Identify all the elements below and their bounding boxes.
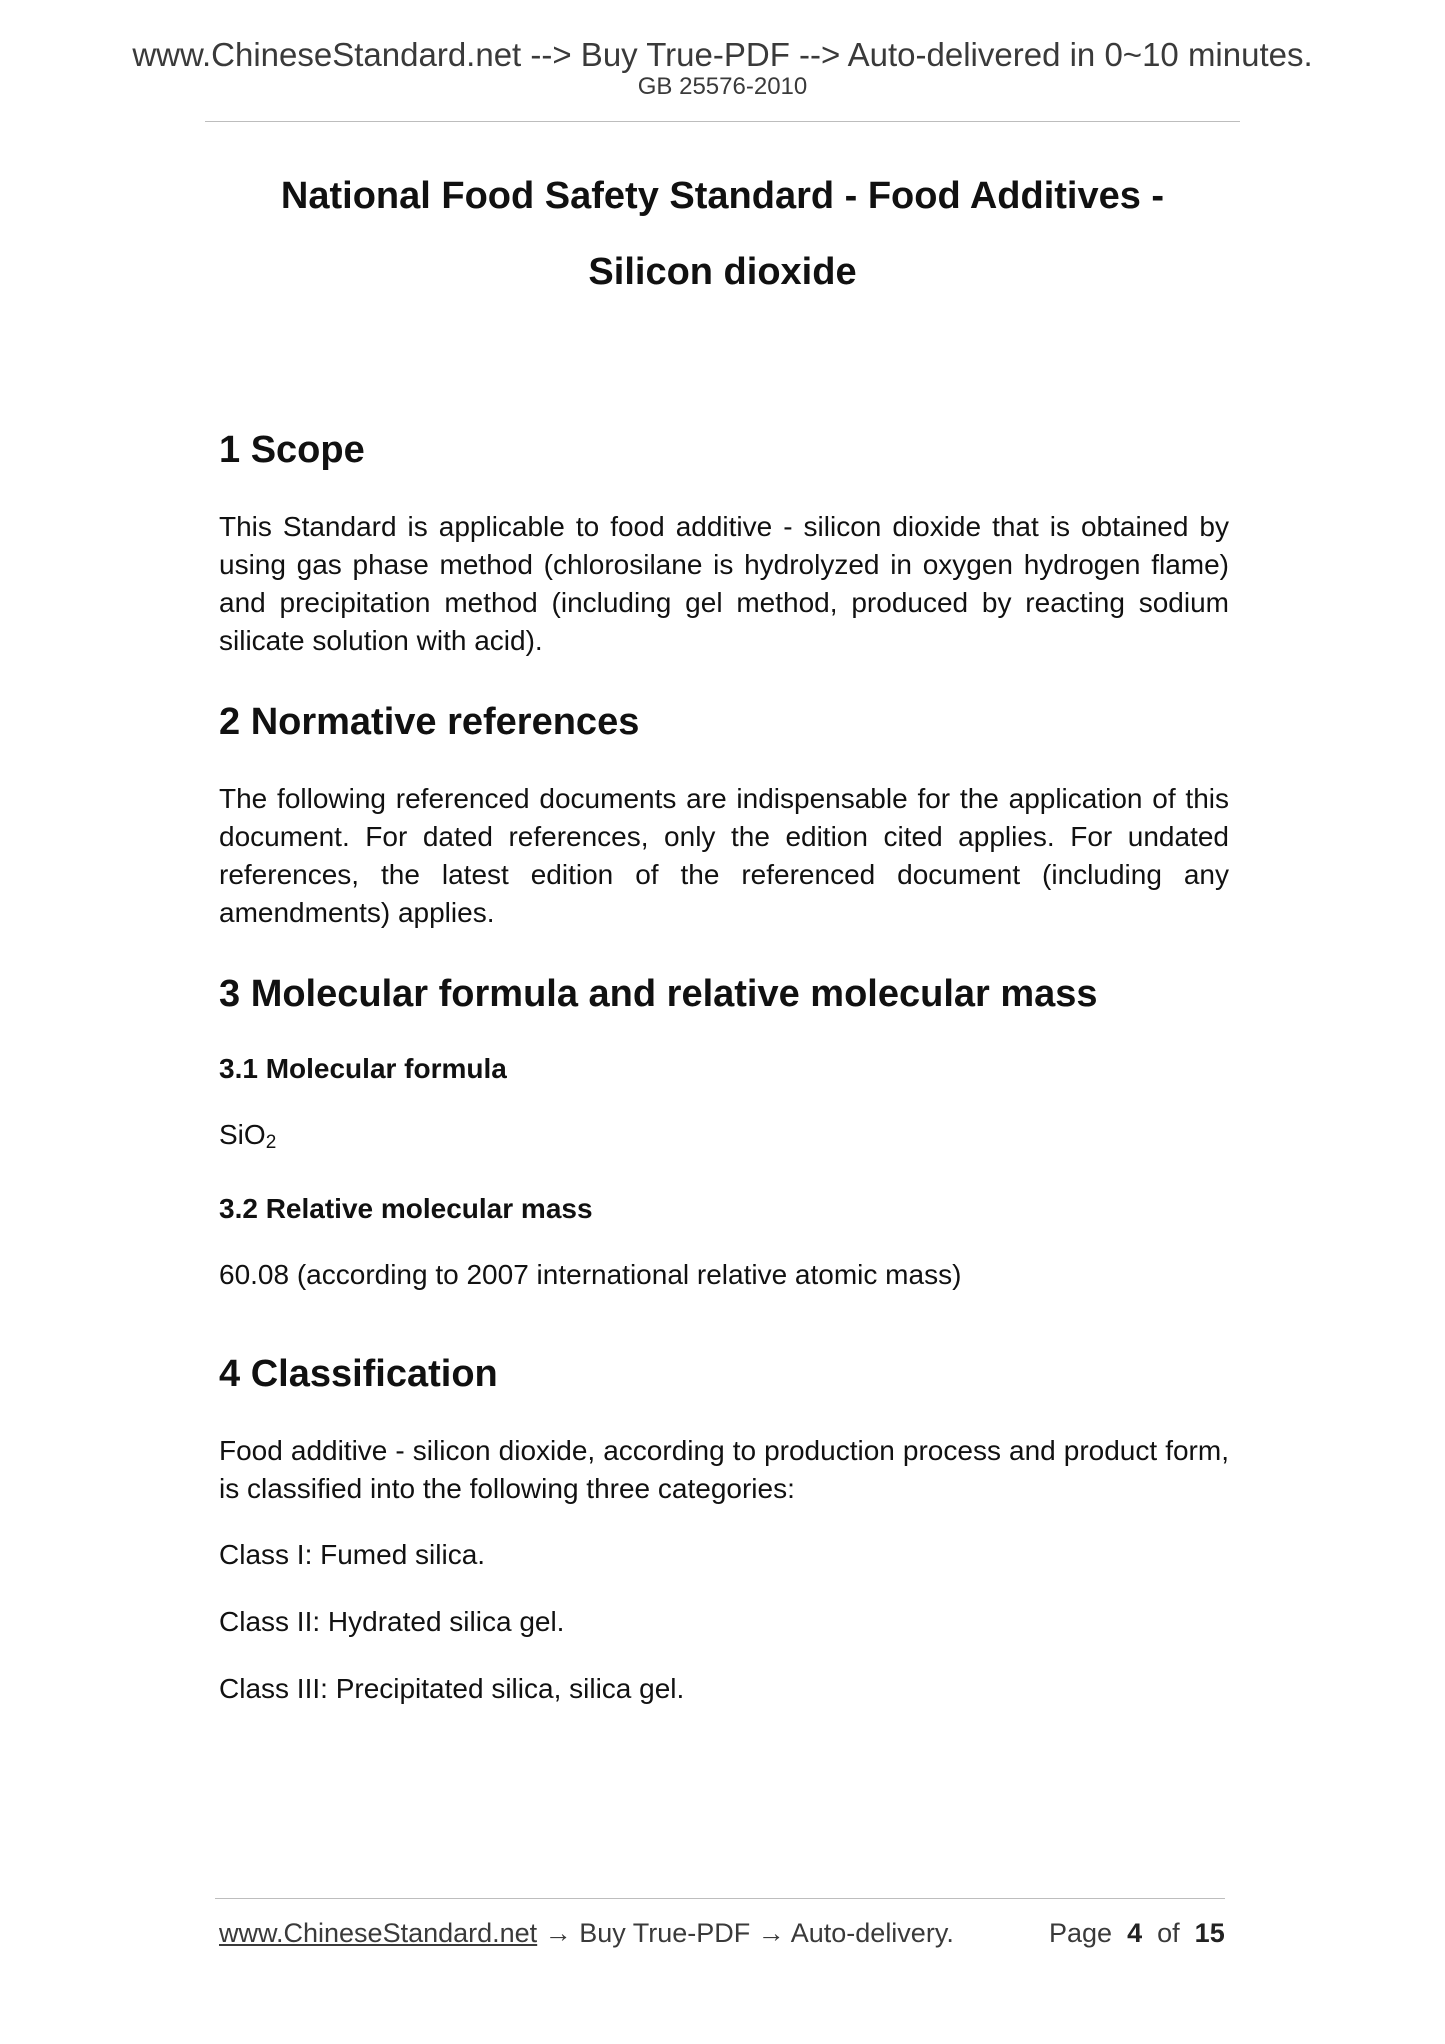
- page-number: 4: [1127, 1918, 1143, 1948]
- page-total: 15: [1194, 1918, 1225, 1948]
- footer-promo-text: → Buy True-PDF → Auto-delivery.: [537, 1918, 954, 1948]
- header-banner: www.ChineseStandard.net --> Buy True-PDF --> Auto-delivered in 0~10 minutes.: [132, 36, 1313, 73]
- section-heading-scope: 1 Scope: [219, 429, 365, 471]
- formula-subscript: 2: [265, 1132, 277, 1153]
- standard-code: GB 25576-2010: [637, 73, 808, 100]
- document-title-line-2: Silicon dioxide: [588, 251, 857, 293]
- page-of-label: of: [1157, 1918, 1180, 1948]
- relative-mass-text: 60.08 (according to 2007 international relative atomic mass): [219, 1259, 962, 1290]
- page-indicator: [1049, 1918, 1225, 1949]
- subsection-heading-relative-mass: 3.2 Relative molecular mass: [219, 1193, 593, 1224]
- section-heading-formula: 3 Molecular formula and relative molecular mass: [219, 973, 1098, 1015]
- subsection-heading-molecular-formula: 3.1 Molecular formula: [219, 1053, 507, 1084]
- document-body: [219, 428, 1229, 1708]
- class-item: Class II: Hydrated silica gel.: [219, 1606, 565, 1637]
- footer-promo: [219, 1918, 954, 1949]
- document-title-line-1: National Food Safety Standard - Food Additives -: [280, 175, 1165, 217]
- class-item: Class I: Fumed silica.: [219, 1539, 486, 1570]
- page-label: Page: [1049, 1918, 1113, 1948]
- molecular-formula: [219, 1116, 1229, 1162]
- section-heading-references: 2 Normative references: [219, 701, 640, 743]
- classification-intro: Food additive - silicon dioxide, according to production process and product form, is classified into the following three categories:: [219, 1435, 1229, 1504]
- header-divider: [205, 121, 1240, 122]
- references-paragraph: The following referenced documents are indispensable for the application of this document. For dated references, only the edition cited applies. For undated references, the latest edition of the referenced document (including any amendments) applies.: [219, 783, 1229, 928]
- class-item: Class III: Precipitated silica, silica gel.: [219, 1673, 685, 1704]
- footer-site-link[interactable]: www.ChineseStandard.net: [219, 1918, 538, 1948]
- scope-paragraph: This Standard is applicable to food additive - silicon dioxide that is obtained by using gas phase method (chlorosilane is hydrolyzed in oxygen hydrogen flame) and precipitation method (including gel method, produced by reacting sodium silicate solution with acid).: [219, 511, 1229, 656]
- section-heading-classification: 4 Classification: [219, 1353, 498, 1395]
- formula-base: SiO: [219, 1119, 266, 1150]
- footer-divider: [215, 1898, 1225, 1899]
